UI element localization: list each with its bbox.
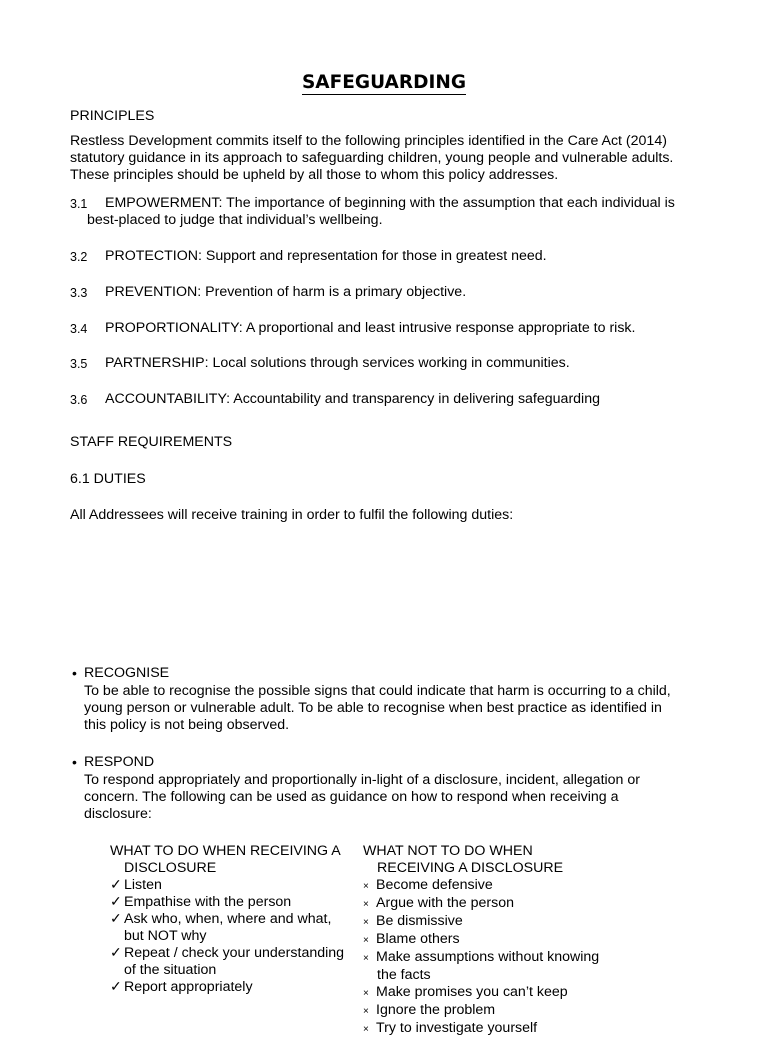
- dont-item-text: Be dismissive: [376, 913, 463, 929]
- dont-item-text: Make assumptions without knowing: [376, 949, 600, 965]
- list-item: [110, 979, 360, 996]
- list-item: [363, 931, 623, 949]
- duties-heading: 6.1 DUTIES: [70, 471, 146, 487]
- do-column-heading: WHAT TO DO WHEN RECEIVING A: [110, 843, 341, 859]
- principle-text: Accountability and transparency in delivering safeguarding: [230, 391, 600, 407]
- duties-intro: All Addressees will receive training in order to fulfil the following duties:: [70, 507, 514, 523]
- recognise-heading: RECOGNISE: [84, 665, 170, 681]
- dont-item-text-continued: the facts: [377, 967, 431, 983]
- cross-icon: ×: [363, 917, 369, 928]
- principle-number: 3.5: [70, 357, 88, 371]
- respond-line: To respond appropriately and proportionally in-light of a disclosure, incident, allegation or: [84, 772, 641, 788]
- do-item-text: Report appropriately: [124, 979, 253, 995]
- cross-icon: ×: [363, 988, 369, 999]
- do-item-text: Ask who, when, where and what,: [124, 911, 332, 927]
- staff-requirements-heading: STAFF REQUIREMENTS: [70, 434, 233, 450]
- dont-column: [363, 843, 623, 1038]
- do-item-text: Empathise with the person: [124, 894, 292, 910]
- respond-section: [84, 754, 704, 823]
- dont-item-text: Become defensive: [376, 877, 493, 893]
- list-item: [363, 1002, 623, 1020]
- principle-text-continued: best-placed to judge that individual’s wellbeing.: [87, 212, 383, 228]
- principle-item-prevention: [70, 284, 710, 301]
- cross-icon: ×: [363, 953, 369, 964]
- principle-text: Prevention of harm is a primary objective.: [201, 284, 467, 300]
- principle-number: 3.6: [70, 393, 88, 407]
- principle-text: The importance of beginning with the assumption that each individual is: [222, 195, 675, 211]
- intro-line: statutory guidance in its approach to safeguarding children, young people and vulnerable adults.: [70, 150, 674, 166]
- respond-line: disclosure:: [84, 806, 152, 822]
- principle-label: ACCOUNTABILITY:: [105, 391, 231, 407]
- do-column-heading-cont: DISCLOSURE: [124, 860, 217, 876]
- list-item: [363, 895, 623, 913]
- respond-line: concern. The following can be used as guidance on how to respond when receiving a: [84, 789, 619, 805]
- principle-item-partnership: [70, 355, 710, 372]
- principle-text: Local solutions through services working in communities.: [208, 355, 570, 371]
- list-item: [110, 911, 360, 928]
- dont-column-heading-cont: RECEIVING A DISCLOSURE: [377, 860, 564, 876]
- page-title: [0, 71, 768, 95]
- page-title-text: SAFEGUARDING: [301, 72, 467, 93]
- dont-column-heading: WHAT NOT TO DO WHEN: [363, 843, 533, 859]
- dont-item-text: Try to investigate yourself: [376, 1020, 538, 1036]
- bullet-icon: •: [72, 754, 77, 770]
- principle-label: PREVENTION:: [105, 284, 202, 300]
- principle-item-accountability: [70, 391, 710, 408]
- do-column: [110, 843, 360, 996]
- principle-number: 3.1: [70, 197, 88, 211]
- principle-text: Support and representation for those in greatest need.: [201, 248, 547, 264]
- list-item: [363, 984, 623, 1002]
- recognise-line: To be able to recognise the possible signs that could indicate that harm is occurring to a child,: [84, 683, 671, 699]
- do-item-text: Repeat / check your understanding: [124, 945, 345, 961]
- recognise-section: [84, 665, 704, 734]
- intro-line: These principles should be upheld by all those to whom this policy addresses.: [70, 167, 559, 183]
- do-item-text-continued: but NOT why: [124, 928, 207, 944]
- principle-label: EMPOWERMENT:: [105, 195, 223, 211]
- intro-line: Restless Development commits itself to the following principles identified in the Care Act (2014): [70, 133, 667, 149]
- dont-item-text: Argue with the person: [376, 895, 515, 911]
- dont-item-text: Make promises you can’t keep: [376, 984, 568, 1000]
- principle-number: 3.4: [70, 322, 88, 336]
- cross-icon: ×: [363, 881, 369, 892]
- cross-icon: ×: [363, 1024, 369, 1035]
- principle-item-empowerment: [70, 195, 710, 229]
- principle-label: PROPORTIONALITY:: [105, 320, 243, 336]
- respond-heading: RESPOND: [84, 754, 155, 770]
- recognise-line: this policy is not being observed.: [84, 717, 290, 733]
- bullet-icon: •: [72, 665, 77, 681]
- list-item: [363, 877, 623, 895]
- principle-number: 3.2: [70, 250, 88, 264]
- list-item: [110, 894, 360, 911]
- check-icon: ✓: [110, 911, 122, 927]
- principle-text: A proportional and least intrusive response appropriate to risk.: [242, 320, 636, 336]
- dont-item-text: Ignore the problem: [376, 1002, 496, 1018]
- check-icon: ✓: [110, 894, 122, 910]
- principle-label: PARTNERSHIP:: [105, 355, 209, 371]
- do-item-text: Listen: [124, 877, 162, 893]
- principle-item-protection: [70, 248, 710, 265]
- list-item: [110, 945, 360, 962]
- recognise-line: young person or vulnerable adult. To be able to recognise when best practice as identified in: [84, 700, 662, 716]
- principle-label: PROTECTION:: [105, 248, 202, 264]
- list-item: [363, 949, 623, 967]
- intro-paragraph: [70, 133, 720, 184]
- do-item-text-continued: of the situation: [124, 962, 217, 978]
- principle-number: 3.3: [70, 286, 88, 300]
- dont-item-text: Blame others: [376, 931, 460, 947]
- principles-heading: PRINCIPLES: [70, 108, 155, 124]
- list-item: [363, 1020, 623, 1038]
- check-icon: ✓: [110, 979, 122, 995]
- cross-icon: ×: [363, 935, 369, 946]
- principle-item-proportionality: [70, 320, 710, 337]
- cross-icon: ×: [363, 1006, 369, 1017]
- list-item: [110, 877, 360, 894]
- list-item: [363, 913, 623, 931]
- check-icon: ✓: [110, 877, 122, 893]
- cross-icon: ×: [363, 899, 369, 910]
- check-icon: ✓: [110, 945, 122, 961]
